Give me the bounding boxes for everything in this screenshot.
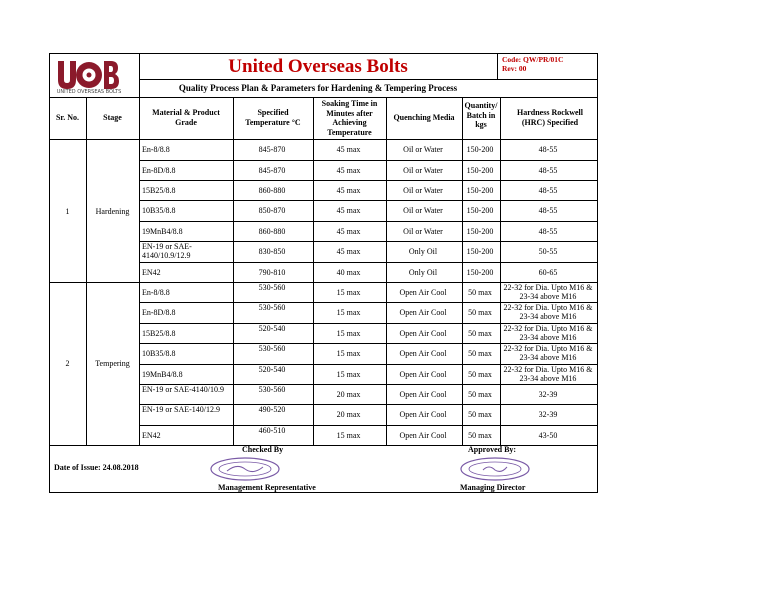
cell-soaking: 45 max bbox=[336, 206, 361, 215]
cell-quantity: 50 max bbox=[468, 369, 492, 379]
group-sr-no: 1 bbox=[65, 207, 70, 216]
doc-code-number: Code: QW/PR/01C bbox=[502, 55, 564, 64]
cell-hardness: 50-55 bbox=[538, 247, 558, 256]
cell-soaking: 40 max bbox=[336, 267, 361, 277]
cell-material: 19MnB4/8.8 bbox=[142, 226, 183, 236]
checked-by-label: Checked By bbox=[242, 445, 284, 454]
cell-temperature: 490-520 bbox=[258, 405, 286, 414]
cell-material: En-8D/8.8 bbox=[142, 308, 176, 317]
cell-quantity: 150-200 bbox=[466, 165, 494, 175]
cell-quenching: Open Air Cool bbox=[399, 328, 447, 338]
cell-hardness: 48-55 bbox=[538, 185, 558, 195]
cell-hardness: 60-65 bbox=[538, 267, 558, 277]
cell-quantity: 50 max bbox=[468, 328, 492, 338]
cell-temperature: 845-870 bbox=[258, 165, 286, 175]
cell-quantity: 150-200 bbox=[466, 226, 494, 236]
cell-quenching: Open Air Cool bbox=[399, 410, 447, 419]
cell-quenching: Open Air Cool bbox=[399, 430, 447, 440]
cell-temperature: 845-870 bbox=[258, 145, 286, 154]
cell-quenching: Open Air Cool bbox=[399, 349, 447, 358]
cell-quantity: 150-200 bbox=[466, 206, 494, 215]
cell-quenching: Open Air Cool bbox=[399, 287, 447, 297]
cell-soaking: 15 max bbox=[336, 430, 361, 440]
cell-material: 15B25/8.8 bbox=[142, 328, 176, 338]
header-material: Material & Product Grade bbox=[152, 108, 220, 127]
cell-quenching: Oil or Water bbox=[403, 226, 443, 236]
header-hardness: Hardness Rockwell (HRC) Specified bbox=[517, 108, 583, 127]
cell-material: EN-19 or SAE-4140/10.9/12.9 bbox=[142, 242, 192, 260]
cell-hardness: 22-32 for Dia. Upto M16 & 23-34 above M16 bbox=[503, 344, 593, 362]
cell-hardness: 43-50 bbox=[538, 430, 558, 440]
cell-material: En-8/8.8 bbox=[142, 287, 170, 297]
cell-temperature: 530-560 bbox=[258, 344, 286, 353]
cell-quantity: 50 max bbox=[468, 308, 492, 317]
group-sr-no: 2 bbox=[65, 359, 70, 368]
cell-quantity: 50 max bbox=[468, 349, 492, 358]
managing-director-label: Managing Director bbox=[460, 483, 526, 492]
cell-quenching: Oil or Water bbox=[403, 145, 443, 154]
cell-material: EN-19 or SAE-4140/10.9 bbox=[142, 385, 224, 394]
cell-quantity: 150-200 bbox=[466, 247, 494, 256]
cell-hardness: 48-55 bbox=[538, 145, 558, 154]
cell-soaking: 45 max bbox=[336, 247, 361, 256]
header-soaking: Soaking Time in Minutes after Achieving Temperature bbox=[321, 99, 378, 137]
cell-soaking: 15 max bbox=[336, 328, 361, 338]
document-subtitle: Quality Process Plan & Parameters for Hardening & Tempering Process bbox=[178, 83, 458, 93]
title-divider bbox=[139, 79, 598, 80]
cell-temperature: 530-560 bbox=[258, 283, 286, 292]
col-line bbox=[86, 97, 87, 445]
cell-soaking: 45 max bbox=[336, 185, 361, 195]
code-divider bbox=[497, 53, 498, 79]
cell-quenching: Only Oil bbox=[408, 247, 438, 256]
cell-temperature: 520-540 bbox=[258, 365, 286, 374]
cell-material: 10B35/8.8 bbox=[142, 206, 176, 215]
cell-material: 15B25/8.8 bbox=[142, 185, 176, 195]
header-top-line bbox=[49, 97, 598, 98]
cell-hardness: 22-32 for Dia. Upto M16 & 23-34 above M16 bbox=[503, 365, 593, 383]
cell-hardness: 22-32 for Dia. Upto M16 & 23-34 above M16 bbox=[503, 303, 593, 321]
cell-hardness: 32-39 bbox=[538, 389, 558, 399]
cell-soaking: 15 max bbox=[336, 349, 361, 358]
cell-material: EN-19 or SAE-140/12.9 bbox=[142, 405, 220, 414]
doc-code bbox=[502, 55, 563, 73]
cell-material: EN42 bbox=[142, 430, 161, 440]
cell-quenching: Oil or Water bbox=[403, 165, 443, 175]
cell-hardness: 32-39 bbox=[538, 410, 558, 419]
header-quantity: Quantity/ Batch in kgs bbox=[464, 101, 498, 129]
company-name: United Overseas Bolts bbox=[228, 56, 408, 77]
cell-material: En-8D/8.8 bbox=[142, 165, 176, 175]
header-stage: Stage bbox=[103, 113, 122, 122]
qc-stamp-icon bbox=[205, 455, 285, 483]
cell-quantity: 150-200 bbox=[466, 267, 494, 277]
cell-temperature: 520-540 bbox=[258, 324, 286, 333]
cell-soaking: 20 max bbox=[336, 410, 361, 419]
cell-hardness: 22-32 for Dia. Upto M16 & 23-34 above M16 bbox=[503, 324, 593, 342]
cell-quenching: Only Oil bbox=[408, 267, 438, 277]
cell-temperature: 830-850 bbox=[258, 247, 286, 256]
cell-material: En-8/8.8 bbox=[142, 145, 170, 154]
cell-temperature: 530-560 bbox=[258, 385, 286, 394]
header-quenching: Quenching Media bbox=[393, 113, 455, 122]
cell-temperature: 460-510 bbox=[258, 426, 286, 435]
cell-quenching: Oil or Water bbox=[403, 185, 443, 195]
cell-soaking: 45 max bbox=[336, 165, 361, 175]
cell-hardness: 22-32 for Dia. Upto M16 & 23-34 above M16 bbox=[503, 283, 593, 301]
logo-tagline: UNITED OVERSEAS BOLTS bbox=[56, 89, 122, 95]
col-line bbox=[139, 97, 140, 445]
cell-quantity: 50 max bbox=[468, 389, 492, 399]
cell-material: 19MnB4/8.8 bbox=[142, 369, 183, 379]
cell-temperature: 790-810 bbox=[258, 267, 286, 277]
cell-temperature: 860-880 bbox=[258, 185, 286, 195]
cell-quenching: Open Air Cool bbox=[399, 369, 447, 379]
doc-revision: Rev: 00 bbox=[502, 64, 527, 73]
group-stage: Tempering bbox=[95, 359, 130, 368]
group-stage: Hardening bbox=[95, 207, 130, 216]
cell-soaking: 45 max bbox=[336, 145, 361, 154]
cell-quantity: 150-200 bbox=[466, 145, 494, 154]
approved-by-label: Approved By: bbox=[468, 445, 517, 454]
cell-quantity: 50 max bbox=[468, 287, 492, 297]
cell-material: EN42 bbox=[142, 267, 161, 277]
cell-temperature: 530-560 bbox=[258, 303, 286, 312]
cell-hardness: 48-55 bbox=[538, 206, 558, 215]
cell-temperature: 860-880 bbox=[258, 226, 286, 236]
row-line bbox=[139, 221, 598, 222]
cell-quenching: Open Air Cool bbox=[399, 308, 447, 317]
row-line bbox=[139, 160, 598, 161]
cell-hardness: 48-55 bbox=[538, 165, 558, 175]
date-of-issue: Date of Issue: 24.08.2018 bbox=[54, 463, 139, 472]
cell-temperature: 850-870 bbox=[258, 206, 286, 215]
cell-hardness: 48-55 bbox=[538, 226, 558, 236]
cell-material: 10B35/8.8 bbox=[142, 349, 176, 358]
approval-stamp-icon bbox=[455, 455, 535, 483]
cell-soaking: 15 max bbox=[336, 369, 361, 379]
header-temperature: Specified Temperature °C bbox=[245, 108, 301, 127]
cell-quenching: Open Air Cool bbox=[399, 389, 447, 399]
cell-soaking: 15 max bbox=[336, 308, 361, 317]
management-rep-label: Management Representative bbox=[218, 483, 316, 492]
cell-soaking: 15 max bbox=[336, 287, 361, 297]
row-line bbox=[139, 425, 598, 426]
row-line bbox=[139, 200, 598, 201]
cell-quenching: Oil or Water bbox=[403, 206, 443, 215]
cell-quantity: 50 max bbox=[468, 410, 492, 419]
cell-quantity: 50 max bbox=[468, 430, 492, 440]
row-line bbox=[139, 262, 598, 263]
header-bottom-line bbox=[49, 139, 598, 140]
row-line bbox=[139, 180, 598, 181]
cell-soaking: 20 max bbox=[336, 389, 361, 399]
header-sr-no: Sr. No. bbox=[55, 113, 80, 122]
cell-soaking: 45 max bbox=[336, 226, 361, 236]
cell-quantity: 150-200 bbox=[466, 185, 494, 195]
